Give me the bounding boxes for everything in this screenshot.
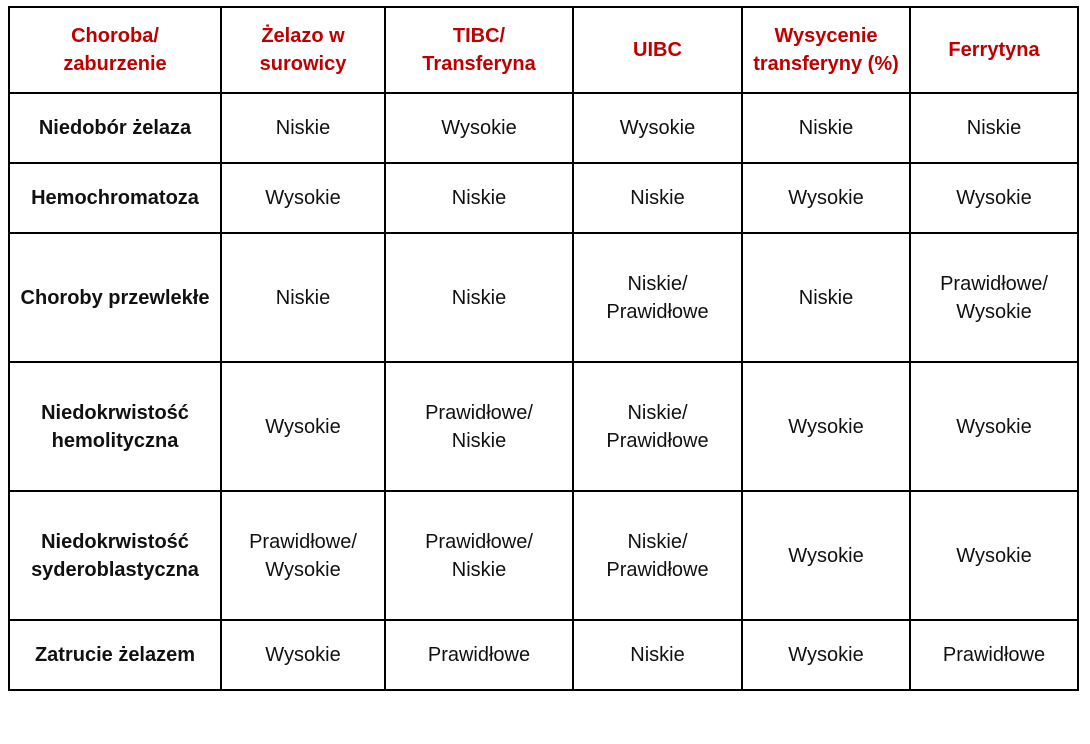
- table-row: [9, 491, 1078, 620]
- table-row: [9, 163, 1078, 233]
- table-cell: Prawidłowe/ Niskie: [385, 491, 573, 620]
- iron-parameters-table: [8, 6, 1079, 691]
- table-row: [9, 233, 1078, 362]
- table-cell: Niskie: [742, 93, 910, 163]
- table-cell: Wysokie: [910, 362, 1078, 491]
- table-cell: Niskie: [573, 620, 742, 690]
- header-row: [9, 7, 1078, 93]
- table-cell: Niskie: [385, 163, 573, 233]
- table-cell: Niskie: [385, 233, 573, 362]
- table-cell: Wysokie: [910, 491, 1078, 620]
- header-transferrin-saturation: Wysycenie transferyny (%): [742, 7, 910, 93]
- table-cell: Niskie: [221, 93, 385, 163]
- header-serum-iron: Żelazo w surowicy: [221, 7, 385, 93]
- table-row: [9, 362, 1078, 491]
- table-cell: Niskie/ Prawidłowe: [573, 233, 742, 362]
- table-cell: Prawidłowe/ Niskie: [385, 362, 573, 491]
- table-cell: Niskie/ Prawidłowe: [573, 491, 742, 620]
- table-cell: Wysokie: [742, 491, 910, 620]
- row-label: Zatrucie żelazem: [9, 620, 221, 690]
- table-cell: Wysokie: [742, 163, 910, 233]
- table-cell: Wysokie: [221, 620, 385, 690]
- table-cell: Wysokie: [221, 362, 385, 491]
- header-tibc: TIBC/ Transferyna: [385, 7, 573, 93]
- table-cell: Prawidłowe/ Wysokie: [221, 491, 385, 620]
- table-cell: Wysokie: [910, 163, 1078, 233]
- table-cell: Niskie: [573, 163, 742, 233]
- table-cell: Wysokie: [573, 93, 742, 163]
- header-ferritin: Ferrytyna: [910, 7, 1078, 93]
- row-label: Niedobór żelaza: [9, 93, 221, 163]
- table-cell: Niskie: [221, 233, 385, 362]
- header-disease: Choroba/ zaburzenie: [9, 7, 221, 93]
- table-cell: Prawidłowe: [910, 620, 1078, 690]
- table-cell: Wysokie: [742, 362, 910, 491]
- row-label: Niedokrwistość hemolityczna: [9, 362, 221, 491]
- table-cell: Niskie: [742, 233, 910, 362]
- table-cell: Niskie/ Prawidłowe: [573, 362, 742, 491]
- table-cell: Prawidłowe/ Wysokie: [910, 233, 1078, 362]
- table-cell: Wysokie: [221, 163, 385, 233]
- table-row: [9, 620, 1078, 690]
- row-label: Hemochromatoza: [9, 163, 221, 233]
- table-cell: Wysokie: [385, 93, 573, 163]
- table-cell: Niskie: [910, 93, 1078, 163]
- table-cell: Prawidłowe: [385, 620, 573, 690]
- header-uibc: UIBC: [573, 7, 742, 93]
- row-label: Niedokrwistość syderoblastyczna: [9, 491, 221, 620]
- row-label: Choroby przewlekłe: [9, 233, 221, 362]
- table-row: [9, 93, 1078, 163]
- table-cell: Wysokie: [742, 620, 910, 690]
